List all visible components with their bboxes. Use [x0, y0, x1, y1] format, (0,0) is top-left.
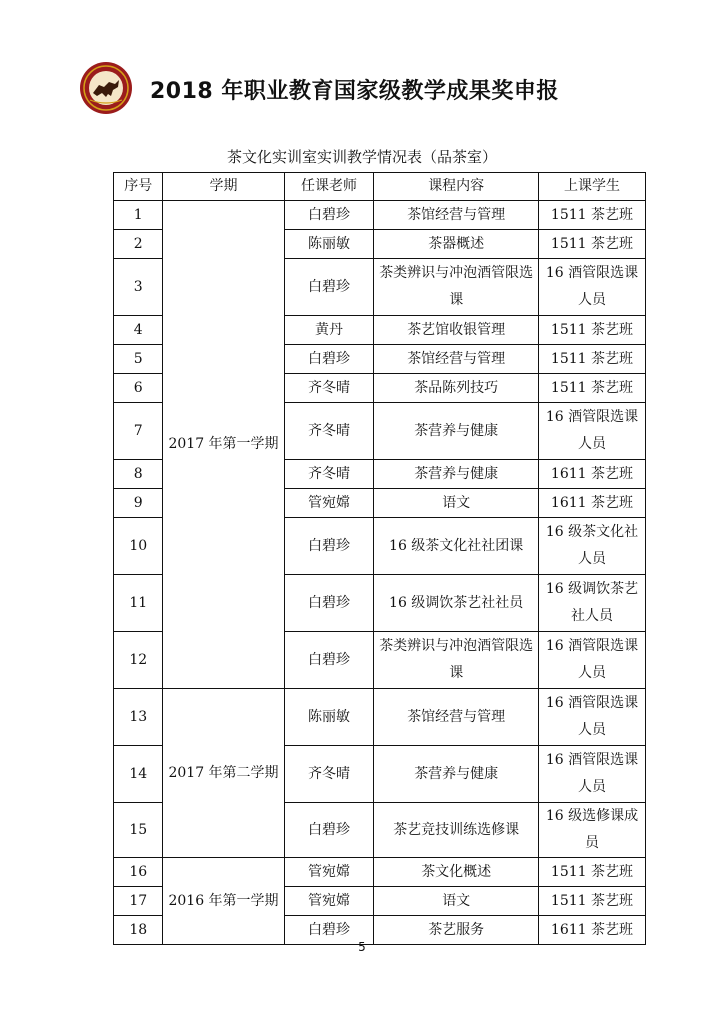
- row-number: 16: [114, 858, 163, 887]
- course-content-cell: 茶艺馆收银管理: [374, 316, 539, 345]
- students-cell: 1611 茶艺班: [538, 916, 645, 945]
- course-content-cell: 茶类辨识与冲泡酒管限选课: [374, 259, 539, 316]
- column-header-content: 课程内容: [374, 173, 539, 201]
- course-content-cell: 茶品陈列技巧: [374, 374, 539, 403]
- course-content-cell: 茶馆经营与管理: [374, 201, 539, 230]
- table-row: [114, 689, 646, 746]
- course-content-cell: 茶营养与健康: [374, 746, 539, 803]
- course-content-cell: 茶艺服务: [374, 916, 539, 945]
- students-cell: 16 级茶文化社人员: [538, 518, 645, 575]
- row-number: 13: [114, 689, 163, 746]
- teacher-cell: 管宛嫦: [284, 887, 374, 916]
- students-cell: 1611 茶艺班: [538, 489, 645, 518]
- course-content-cell: 语文: [374, 887, 539, 916]
- students-cell: 1511 茶艺班: [538, 230, 645, 259]
- course-content-cell: 茶营养与健康: [374, 403, 539, 460]
- table-body: [114, 201, 646, 945]
- table-caption: 茶文化实训室实训教学情况表（品茶室）: [226, 148, 497, 166]
- row-number: 14: [114, 746, 163, 803]
- students-cell: 1511 茶艺班: [538, 201, 645, 230]
- row-number: 5: [114, 345, 163, 374]
- term-cell: 2017 年第二学期: [163, 689, 284, 858]
- course-content-cell: 16 级调饮茶艺社社员: [374, 575, 539, 632]
- course-content-cell: 茶馆经营与管理: [374, 689, 539, 746]
- teacher-cell: 齐冬晴: [284, 374, 374, 403]
- students-cell: 16 酒管限选课人员: [538, 632, 645, 689]
- term-cell: 2017 年第一学期: [163, 201, 284, 689]
- students-cell: 16 酒管限选课人员: [538, 259, 645, 316]
- school-emblem-logo: [78, 60, 134, 116]
- row-number: 3: [114, 259, 163, 316]
- students-cell: 16 酒管限选课人员: [538, 403, 645, 460]
- teacher-cell: 齐冬晴: [284, 403, 374, 460]
- teacher-cell: 黄丹: [284, 316, 374, 345]
- teacher-cell: 白碧珍: [284, 518, 374, 575]
- teacher-cell: 陈丽敏: [284, 689, 374, 746]
- teacher-cell: 白碧珍: [284, 575, 374, 632]
- teacher-cell: 白碧珍: [284, 345, 374, 374]
- course-content-cell: 茶文化概述: [374, 858, 539, 887]
- students-cell: 16 级选修课成员: [538, 803, 645, 858]
- teacher-cell: 白碧珍: [284, 803, 374, 858]
- table-header-row: [114, 173, 646, 201]
- page-number: 5: [358, 940, 366, 954]
- term-cell: 2016 年第一学期: [163, 858, 284, 945]
- teacher-cell: 管宛嫦: [284, 489, 374, 518]
- row-number: 4: [114, 316, 163, 345]
- table-row: [114, 858, 646, 887]
- column-header-term: 学期: [163, 173, 284, 201]
- teacher-cell: 白碧珍: [284, 632, 374, 689]
- students-cell: 1511 茶艺班: [538, 316, 645, 345]
- students-cell: 1511 茶艺班: [538, 374, 645, 403]
- course-content-cell: 语文: [374, 489, 539, 518]
- students-cell: 16 酒管限选课人员: [538, 746, 645, 803]
- column-header-teacher: 任课老师: [284, 173, 374, 201]
- row-number: 12: [114, 632, 163, 689]
- row-number: 7: [114, 403, 163, 460]
- course-content-cell: 茶类辨识与冲泡酒管限选课: [374, 632, 539, 689]
- students-cell: 1511 茶艺班: [538, 858, 645, 887]
- teacher-cell: 管宛嫦: [284, 858, 374, 887]
- course-content-cell: 茶馆经营与管理: [374, 345, 539, 374]
- students-cell: 1511 茶艺班: [538, 887, 645, 916]
- students-cell: 16 酒管限选课人员: [538, 689, 645, 746]
- teacher-cell: 白碧珍: [284, 259, 374, 316]
- table-row: [114, 201, 646, 230]
- column-header-students: 上课学生: [538, 173, 645, 201]
- row-number: 2: [114, 230, 163, 259]
- row-number: 6: [114, 374, 163, 403]
- row-number: 18: [114, 916, 163, 945]
- row-number: 15: [114, 803, 163, 858]
- page-header: [78, 60, 678, 116]
- document-title: 2018 年职业教育国家级教学成果奖申报: [150, 79, 559, 104]
- teacher-cell: 陈丽敏: [284, 230, 374, 259]
- column-header-number: 序号: [114, 173, 163, 201]
- row-number: 17: [114, 887, 163, 916]
- teacher-cell: 齐冬晴: [284, 460, 374, 489]
- students-cell: 1611 茶艺班: [538, 460, 645, 489]
- course-content-cell: 茶艺竞技训练选修课: [374, 803, 539, 858]
- course-content-cell: 茶营养与健康: [374, 460, 539, 489]
- course-content-cell: 16 级茶文化社社团课: [374, 518, 539, 575]
- teacher-cell: 白碧珍: [284, 916, 374, 945]
- course-content-cell: 茶器概述: [374, 230, 539, 259]
- row-number: 1: [114, 201, 163, 230]
- teacher-cell: 齐冬晴: [284, 746, 374, 803]
- teacher-cell: 白碧珍: [284, 201, 374, 230]
- row-number: 10: [114, 518, 163, 575]
- students-cell: 1511 茶艺班: [538, 345, 645, 374]
- row-number: 9: [114, 489, 163, 518]
- students-cell: 16 级调饮茶艺社人员: [538, 575, 645, 632]
- teaching-schedule-table: [113, 172, 646, 945]
- row-number: 11: [114, 575, 163, 632]
- row-number: 8: [114, 460, 163, 489]
